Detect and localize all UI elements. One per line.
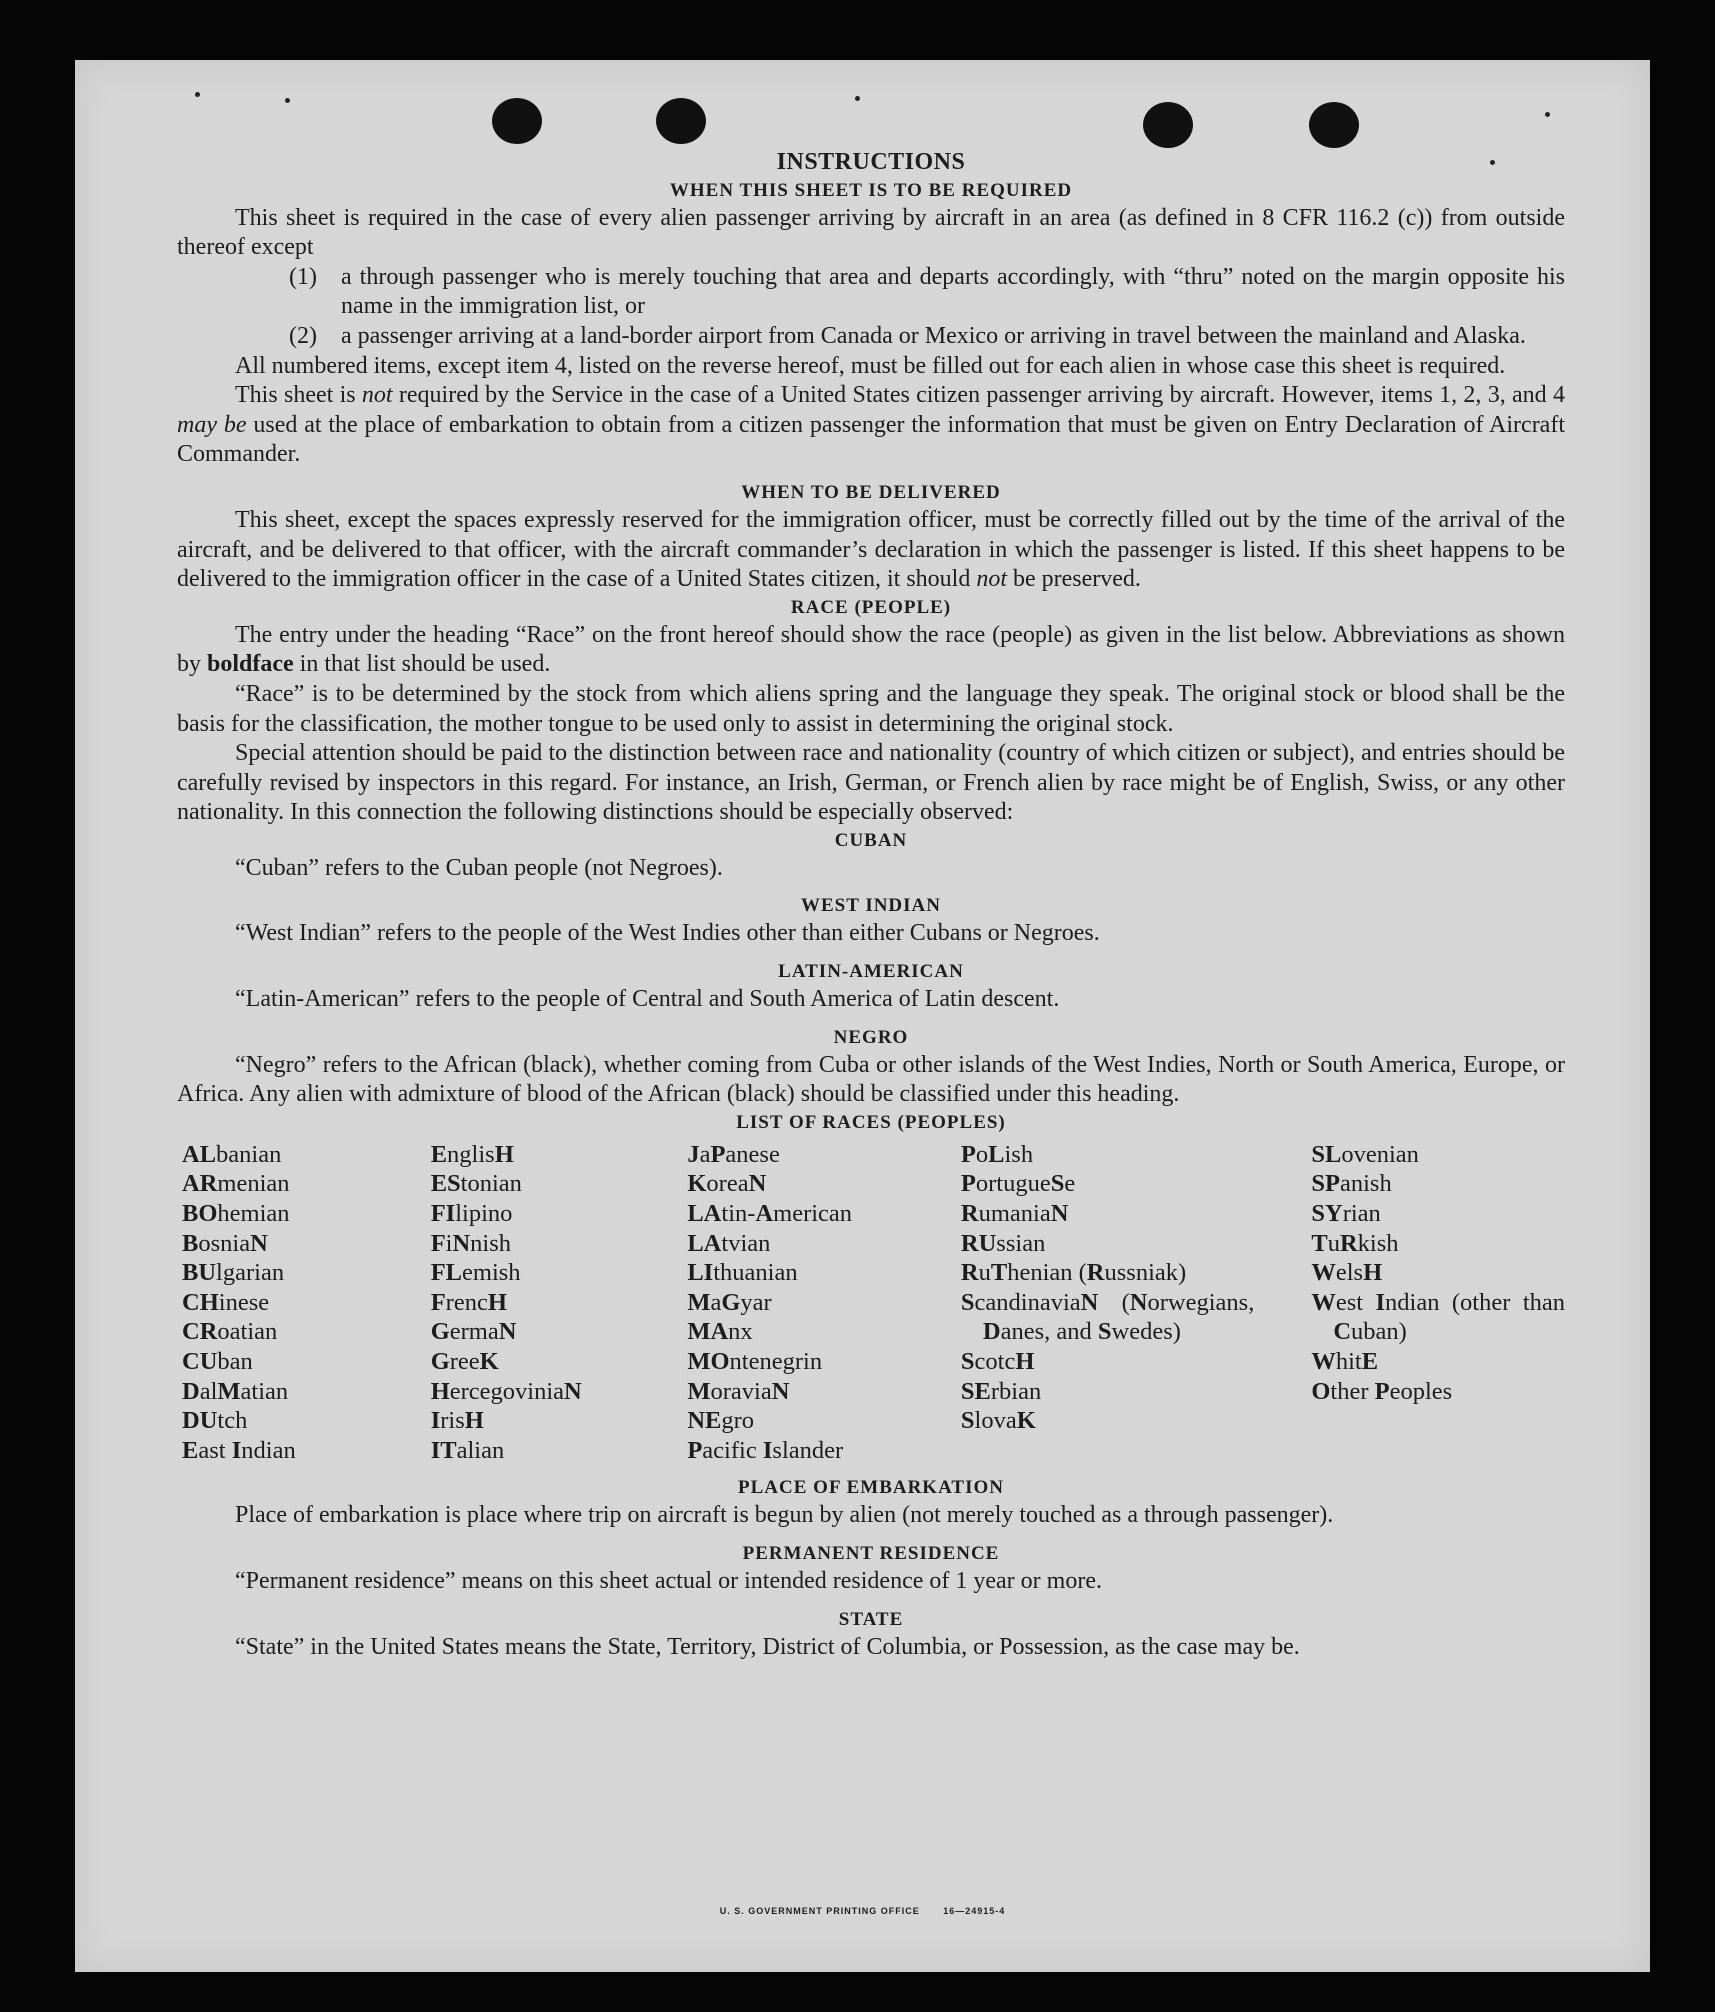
numbered-item [289,263,1565,322]
race-item: FiNnish [430,1229,512,1257]
paragraph [177,381,1565,470]
emphasis: not [361,382,393,409]
race-item: MoraviaN [687,1377,790,1405]
text-run: in that list should be used. [293,651,551,678]
section-heading-negro: NEGRO [833,1026,909,1048]
text-run: The entry under the heading “Race” on the front hereof should show the race (people) as given in the list below. Abbreviations as shown by [177,621,1565,678]
race-item: TuRkish [1311,1229,1399,1257]
race-item: KoreaN [687,1170,767,1198]
race-item: BosniaN [182,1229,268,1257]
race-item: FrencH [430,1288,507,1316]
race-item: CRoatian [182,1318,278,1346]
document-sheet [75,60,1650,1972]
race-item: Other Peoples [1311,1377,1453,1405]
section-heading-west-indian: WEST INDIAN [801,895,941,917]
race-item: DUtch [182,1407,248,1435]
section-heading-place-of-embarkation: PLACE OF EMBARKATION [738,1477,1004,1499]
race-column [961,1140,1254,1466]
race-item: CHinese [182,1288,270,1316]
race-item: SlovaK [960,1407,1036,1435]
punch-hole [1143,102,1193,148]
section-heading-state: STATE [838,1608,904,1630]
race-list [177,1140,1565,1466]
race-item: IrisH [430,1407,484,1435]
paragraph: “Race” is to be determined by the stock from which aliens spring and the language they speak. The original stock or blood shall be the basis for the classification, the mother tongue to be used only to assist in determining the original stock. [177,680,1565,737]
race-item: West Indian (other than Cuban) [1311,1288,1565,1346]
paragraph: This sheet is required in the case of every alien passenger arriving by aircraft in an area (as defined in 8 CFR 116.2 (c)) from outside thereof except [177,204,1565,261]
section-heading-latin-american: LATIN-AMERICAN [778,961,964,983]
race-column [1311,1140,1565,1466]
bold-text: boldface [207,651,294,678]
race-item: SYrian [1311,1200,1381,1228]
paragraph: “State” in the United States means the State, Territory, District of Columbia, or Possession, as the case may be. [235,1633,1300,1660]
race-item: RumaniaN [960,1200,1069,1228]
race-item: FLemish [430,1259,521,1287]
section-heading-when-delivered: WHEN TO BE DELIVERED [741,481,1001,503]
race-item: BOhemian [182,1200,290,1228]
race-item: GermaN [430,1318,517,1346]
race-item: ALbanian [182,1140,282,1168]
text-run: This sheet is [235,382,362,409]
section-heading-permanent-residence: PERMANENT RESIDENCE [742,1542,1000,1564]
race-item: CUban [182,1348,253,1375]
race-column [177,1140,431,1466]
punch-hole [1309,102,1359,148]
race-item: RUssian [960,1229,1046,1257]
race-item: GreeK [430,1348,499,1375]
race-item: PortugueSe [960,1170,1076,1198]
race-item: LAtin-American [687,1200,853,1228]
paragraph: “Negro” refers to the African (black), whether coming from Cuba or other islands of the West Indies, North or South America, Europe, or Africa. Any alien with admixture of blood of the African (black) should be classified under this heading. [177,1051,1565,1108]
emphasis: not [976,566,1007,593]
paragraph [177,621,1565,680]
paragraph: “Cuban” refers to the Cuban people (not Negroes). [235,854,723,881]
item-number: (2) [289,322,317,349]
race-item: RuThenian (Russniak) [960,1259,1187,1287]
item-number: (1) [289,263,317,290]
race-item: FIlipino [430,1200,513,1228]
race-column [431,1140,688,1466]
paragraph: Place of embarkation is place where trip on aircraft is begun by alien (not merely touched as a through passenger). [235,1502,1334,1529]
text-run: This sheet, except the spaces expressly reserved for the immigration officer, must be correctly filled out by the time of the arrival of the aircraft, and be delivered to that officer, with the aircraft commander’s declaration in which the passenger is listed. If this sheet happens to be delivered to the immigration officer in the case of a United States citizen, it should [177,506,1565,593]
race-item: BUlgarian [182,1259,285,1287]
item-text: a passenger arriving at a land-border airport from Canada or Mexico or arriving in travel between the mainland and Alaska. [341,322,1526,349]
race-item: LAtvian [687,1229,771,1257]
form-number: 16—24915-4 [943,1906,1006,1916]
speck [195,92,200,97]
race-item: SPanish [1311,1170,1392,1198]
paragraph: Special attention should be paid to the distinction between race and nationality (country of which citizen or subject), and entries should be carefully revised by inspectors in this regard. For instance, an Irish, German, or French alien by race might be of English, Swiss, or any other nationality. In this connection the following distinctions should be especially observed: [177,740,1565,826]
race-item: DalMatian [182,1377,289,1405]
section-heading-when-required: WHEN THIS SHEET IS TO BE REQUIRED [669,179,1073,201]
emphasis: may be [177,411,247,438]
paragraph [177,506,1565,595]
race-item: SErbian [960,1377,1042,1405]
race-item: EStonian [430,1170,522,1198]
section-heading-list-of-races: LIST OF RACES (PEOPLES) [736,1111,1006,1133]
numbered-item [289,322,1565,352]
race-item: Pacific Islander [687,1436,844,1464]
race-item: SLovenian [1311,1140,1419,1168]
race-item: ITalian [430,1436,505,1464]
race-item: PoLish [960,1140,1034,1168]
race-item: JaPanese [687,1140,780,1168]
race-item: WhitE [1311,1348,1379,1375]
paragraph: “Permanent residence” means on this sheet actual or intended residence of 1 year or more. [235,1567,1102,1594]
paragraph: “Latin-American” refers to the people of Central and South America of Latin descent. [235,986,1060,1013]
race-item: NEgro [687,1407,755,1435]
item-text: a through passenger who is merely touching that area and departs accordingly, with “thru” noted on the margin opposite his name in the immigration list, or [341,263,1565,320]
punch-hole [492,98,542,144]
speck [855,96,860,101]
page-title: INSTRUCTIONS [776,149,966,175]
printer-footer [75,1906,1650,1916]
race-item: WelsH [1311,1259,1383,1287]
text-run: used at the place of embarkation to obtain from a citizen passenger the information that must be given on Entry Declaration of Aircraft Commander. [177,411,1565,468]
race-column [687,1140,961,1466]
race-item: EnglisH [430,1140,514,1168]
text-run: be preserved. [1007,566,1141,593]
section-heading-cuban: CUBAN [834,829,908,851]
race-item: HercegoviniaN [430,1377,582,1405]
race-item: ScandinaviaN (Norwegians, Danes, and Swedes) [960,1288,1255,1346]
race-item: MAnx [687,1318,753,1346]
punch-hole [656,98,706,144]
race-item: MaGyar [687,1288,772,1316]
race-item: LIthuanian [687,1259,798,1287]
paragraph: All numbered items, except item 4, listed on the reverse hereof, must be filled out for each alien in whose case this sheet is required. [235,352,1506,379]
speck [1545,112,1550,117]
race-item: ARmenian [182,1170,290,1198]
race-item: East Indian [182,1436,296,1464]
text-run: required by the Service in the case of a United States citizen passenger arriving by aircraft. However, items 1, 2, 3, and 4 [392,382,1565,409]
race-item: ScotcH [960,1348,1035,1375]
speck [285,98,290,103]
printer-name: U. S. GOVERNMENT PRINTING OFFICE [719,1906,920,1916]
section-heading-race: RACE (PEOPLE) [790,596,952,618]
race-item: MOntenegrin [687,1348,823,1375]
paragraph: “West Indian” refers to the people of the West Indies other than either Cubans or Negroes. [235,920,1100,947]
instructions-content [177,148,1565,1662]
